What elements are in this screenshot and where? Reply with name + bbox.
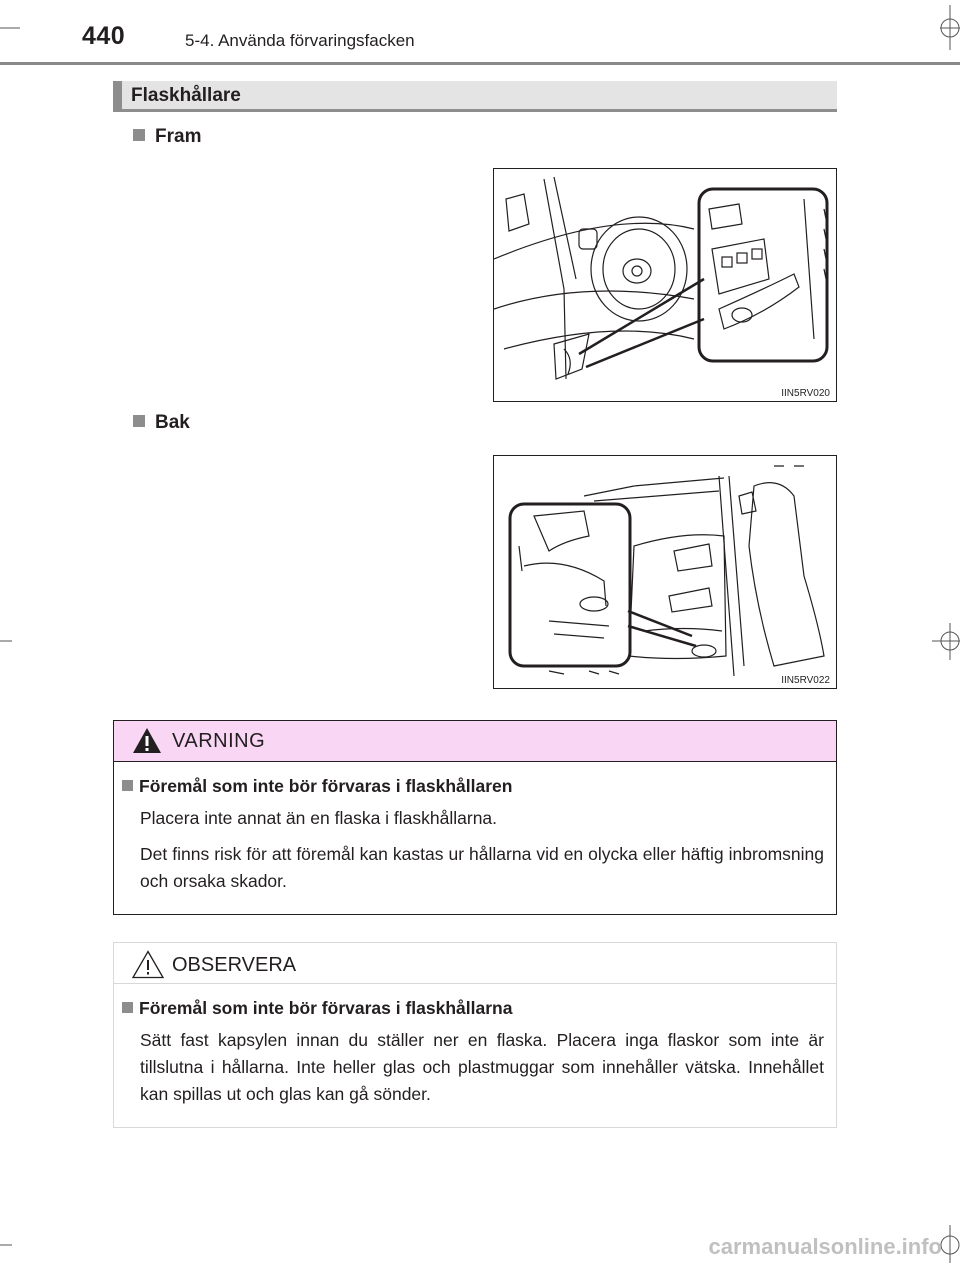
rear-door-illustration <box>494 456 836 688</box>
square-bullet-icon <box>133 415 145 427</box>
rear-cupholder-figure <box>493 455 837 689</box>
notice-subheading <box>122 998 824 1019</box>
front-heading-label: Fram <box>155 126 202 147</box>
notice-box <box>113 942 837 1128</box>
page-number: 440 <box>82 22 126 50</box>
square-bullet-icon <box>133 129 145 141</box>
front-dashboard-illustration <box>494 169 836 401</box>
header-rule <box>0 62 960 65</box>
rear-figure-code: IIN5RV022 <box>781 675 830 686</box>
warning-subheading <box>122 776 824 797</box>
notice-label: OBSERVERA <box>172 954 297 976</box>
square-bullet-icon <box>122 780 133 791</box>
notice-subheading-text: Föremål som inte bör förvaras i flaskhållarna <box>139 998 513 1018</box>
section-heading-bar <box>113 81 837 112</box>
front-cupholder-figure <box>493 168 837 402</box>
notice-header <box>114 943 836 984</box>
rear-heading-label: Bak <box>155 412 190 433</box>
warning-paragraph: Placera inte annat än en flaska i flaskhållarna. <box>140 808 498 828</box>
warning-subheading-text: Föremål som inte bör förvaras i flaskhållaren <box>139 776 513 796</box>
notice-paragraph: Sätt fast kapsylen innan du ställer ner en flaska. Placera inga flaskor som inte är tillslutna i hållarna. Inte heller glas och plastmuggar som innehåller vätska. Innehållet kan spillas ut och glas kan gå sönder. <box>140 1030 824 1104</box>
section-title: Flaskhållare <box>131 85 241 106</box>
chapter-title: 5-4. Använda förvaringsfacken <box>185 31 415 50</box>
warning-paragraph: Det finns risk för att föremål kan kastas ur hållarna vid en olycka eller häftig inbromsning och orsaka skador. <box>140 844 824 891</box>
warning-triangle-icon <box>132 727 162 754</box>
warning-label: VARNING <box>172 730 266 752</box>
notice-body <box>114 984 836 1108</box>
rear-heading <box>133 412 190 434</box>
warning-body <box>114 762 836 895</box>
watermark: carmanualsonline.info <box>708 1234 942 1259</box>
warning-header <box>114 721 836 762</box>
front-figure-code: IIN5RV020 <box>781 388 830 399</box>
section-accent <box>113 81 122 109</box>
square-bullet-icon <box>122 1002 133 1013</box>
warning-box <box>113 720 837 915</box>
front-heading <box>133 126 201 148</box>
caution-triangle-icon <box>132 950 164 979</box>
